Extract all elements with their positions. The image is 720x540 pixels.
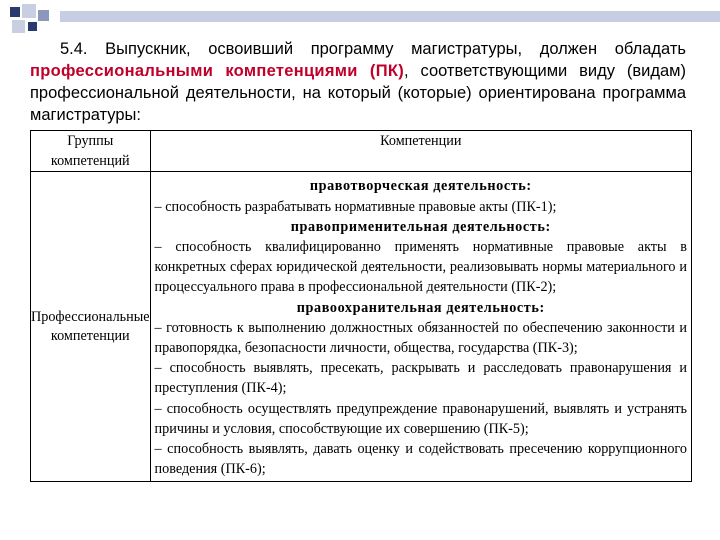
competency-item: – способность выявлять, пресекать, раскрывать и расследовать правонарушения и преступления (ПК-4); [154,360,687,397]
competency-item: – способность осуществлять предупреждение правонарушений, выявлять и устранять причины и условия, способствующие их совершению (ПК-5); [154,400,687,437]
section-number: 5.4. [60,40,88,58]
header-groups: Группы компетенций [31,131,151,172]
competency-item: – способность квалифицированно применять нормативные правовые акты в конкретных сферах юридической деятельности, реализовывать нормы материального и процессуального права в профессиональной деятельности (ПК-2); [154,239,687,296]
decor-square [10,7,20,17]
slide-decoration [0,0,720,40]
intro-lead: Выпускник, освоивший программу магистратуры, должен обладать [105,40,686,58]
intro-rest: , соответствующими виду (видам) профессиональной деятельности, на который (которые) ориентирована программа магистратуры: [30,62,686,124]
table-row [31,172,692,482]
group-label: Профессиональные компетенции [31,172,151,482]
area-title: правоохранительная деятельность: [296,299,545,316]
area-title: правоприменительная деятельность: [290,218,551,235]
competencies-table [30,130,692,482]
intro-paragraph [30,38,686,126]
competencies-cell [150,172,691,482]
decor-bar [60,11,720,22]
competency-item: – способность разрабатывать нормативные правовые акты (ПК-1); [154,198,557,215]
header-competencies: Компетенции [150,131,691,172]
competency-item: – способность выявлять, давать оценку и содействовать пресечению коррупционного поведения (ПК-6); [154,441,687,478]
decor-square [28,22,37,31]
intro-highlight: профессиональными компетенциями (ПК) [30,62,405,80]
table-header-row [31,131,692,172]
decor-square [12,20,25,33]
competency-item: – готовность к выполнению должностных обязанностей по обеспечению законности и правопорядка, безопасности личности, общества, государства (ПК-3); [154,319,687,357]
area-title: правотворческая деятельность: [309,178,532,195]
decor-square [38,10,49,21]
decor-square [22,4,36,18]
